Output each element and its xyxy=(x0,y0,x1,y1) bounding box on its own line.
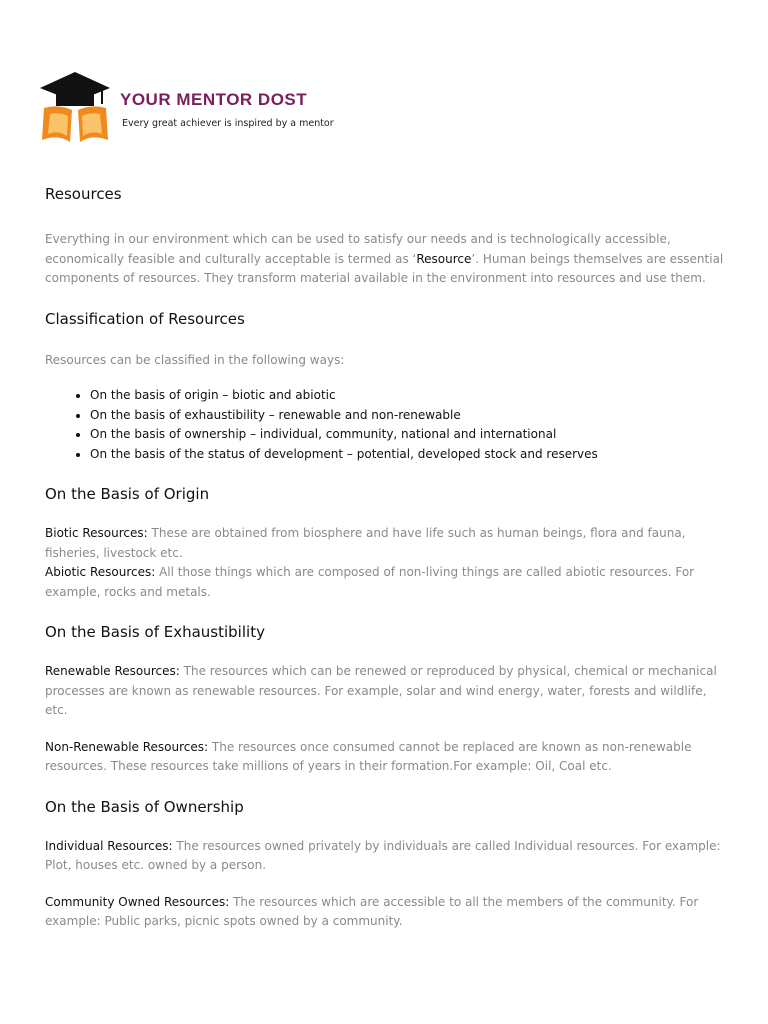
biotic-label: Biotic Resources: xyxy=(45,526,148,540)
biotic-paragraph xyxy=(45,524,725,563)
classification-intro: Resources can be classified in the following ways: xyxy=(45,352,345,367)
community-label: Community Owned Resources: xyxy=(45,894,230,909)
individual-text: The resources owned privately by individuals are called Individual resources. For example: Plot, houses etc. owned by a person. xyxy=(45,838,721,872)
abiotic-label: Abiotic Resources: xyxy=(45,565,156,579)
resources-intro-before: Everything in our environment which can be used to satisfy our needs and is technologically accessible, economically feasible and culturally acceptable is termed as ‘ xyxy=(45,232,671,266)
renewable-paragraph xyxy=(45,662,725,721)
graduation-cap-logo-icon xyxy=(38,70,113,145)
brand-tagline: Every great achiever is inspired by a mentor xyxy=(122,118,334,129)
section-title-exhaustibility: On the Basis of Exhaustibility xyxy=(45,623,265,641)
individual-paragraph xyxy=(45,837,725,876)
list-item: • On the basis of exhaustibility – renewable and non-renewable xyxy=(90,406,725,426)
brand-header xyxy=(38,70,338,150)
list-item: • On the basis of origin – biotic and abiotic xyxy=(90,386,725,406)
community-paragraph xyxy=(45,893,725,932)
section-title-ownership: On the Basis of Ownership xyxy=(45,797,244,816)
section-title-classification: Classification of Resources xyxy=(45,309,245,328)
biotic-text: These are obtained from biosphere and have life such as human beings, flora and fauna, fisheries, livestock etc. xyxy=(45,526,686,560)
classification-list xyxy=(45,386,725,464)
individual-label: Individual Resources: xyxy=(45,838,173,853)
abiotic-text: All those things which are composed of non-living things are called abiotic resources. For example, rocks and metals. xyxy=(45,565,695,599)
abiotic-paragraph xyxy=(45,563,725,602)
list-item: • On the basis of ownership – individual, community, national and international xyxy=(90,425,725,445)
nonrenewable-label: Non-Renewable Resources: xyxy=(45,739,209,754)
brand-name: YOUR MENTOR DOST xyxy=(120,90,308,109)
renewable-label: Renewable Resources: xyxy=(45,664,180,678)
resource-term: Resource xyxy=(416,251,472,266)
renewable-text: The resources which can be renewed or reproduced by physical, chemical or mechanical processes are known as renewable resources. For example, solar and wind energy, water, forests and wildlife, etc. xyxy=(45,664,717,717)
document-body xyxy=(45,180,725,932)
resources-intro xyxy=(45,230,725,289)
nonrenewable-paragraph xyxy=(45,738,725,777)
section-title-resources: Resources xyxy=(45,185,122,203)
nonrenewable-text: The resources once consumed cannot be replaced are known as non-renewable resources. These resources take millions of years in their formation.For example: Oil, Coal etc. xyxy=(45,739,692,773)
section-title-origin: On the Basis of Origin xyxy=(45,485,210,503)
resources-intro-after: ’. Human beings themselves are essential components of resources. They transform material available in the environment into resources and use them. xyxy=(45,251,724,285)
list-item: • On the basis of the status of development – potential, developed stock and reserves xyxy=(90,445,725,465)
community-text: The resources which are accessible to all the members of the community. For example: Public parks, picnic spots owned by a community. xyxy=(45,894,699,928)
